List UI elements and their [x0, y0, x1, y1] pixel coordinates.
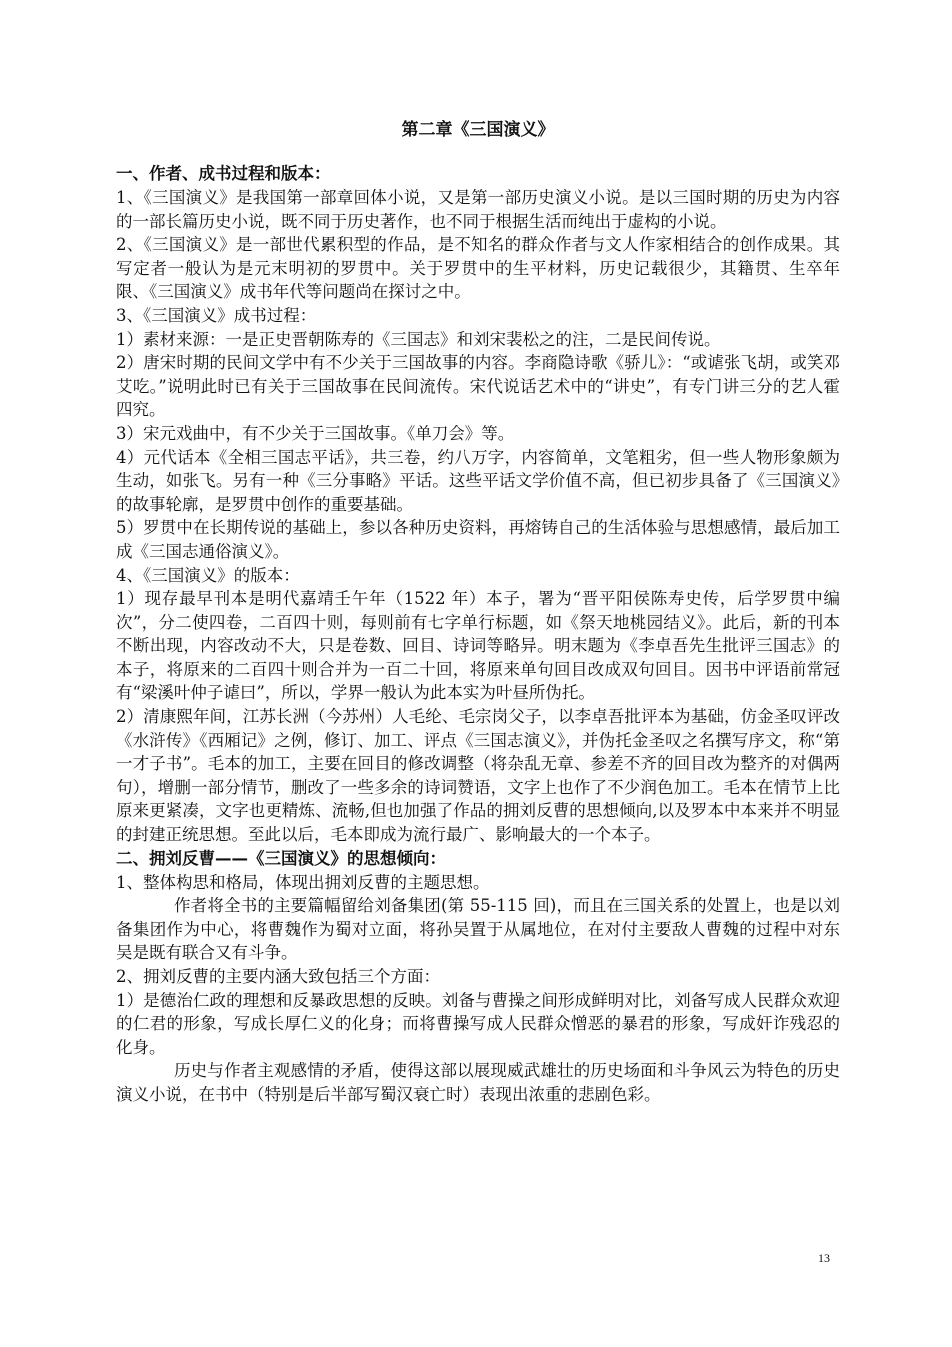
paragraph: 1、《三国演义》是我国第一部章回体小说，又是第一部历史演义小说。是以三国时期的历史为内容的一部长篇历史小说，既不同于历史著作，也不同于根据生活而纯出于虚构的小说。	[116, 188, 840, 231]
paragraph: 2、拥刘反曹的主要内涵大致包括三个方面：	[116, 967, 440, 986]
chapter-title: 第二章《三国演义》	[401, 120, 555, 140]
paragraph: 1）现存最早刊本是明代嘉靖壬午年（1522 年）本子，署为“晋平阳侯陈寿史传，后学罗贯中编次”，分二使四卷，二百四十则，每则前有七字单行标题，如《祭天地桃园结义》。此后，新的刊本不断出现，内容改动不大，只是卷数、回目、诗词等略异。明末题为《李卓吾先生批评三国志》的本子，将原来的二百四十则合并为一百二十回，将原来单句回目改成双句回目。因书中评语前常冠有“梁溪叶仲子谑曰”，所以，学界一般认为此本实为叶昼所伪托。	[116, 589, 840, 703]
page-content	[116, 118, 840, 1107]
paragraph: 作者将全书的主要篇幅留给刘备集团(第 55-115 回)，而且在三国关系的处置上，也是以刘备集团作为中心，将曹魏作为蜀对立面，将孙吴置于从属地位，在对付主要敌人曹魏的过程中对东吴是既有联合又有斗争。	[116, 896, 840, 963]
paragraph: 4、《三国演义》的版本：	[116, 565, 300, 585]
paragraph: 2）清康熙年间，江苏长洲（今苏州）人毛纶、毛宗岗父子，以李卓吾批评本为基础，仿金圣叹评改《水浒传》《西厢记》之例，修订、加工、评点《三国志演义》，并伪托金圣叹之名撰写序文，称“第一才子书”。毛本的加工，主要在回目的修改调整（将杂乱无章、参差不齐的回目改为整齐的对偶两句），增删一部分情节，删改了一些多余的诗词赞语，文字上也作了不少润色加工。毛本在情节上比原来更紧凑，文字也更精炼、流畅,但也加强了作品的拥刘反曹的思想倾向,以及罗本中本来并不明显的封建正统思想。至此以后，毛本即成为流行最广、影响最大的一个本子。	[116, 707, 840, 845]
section-heading-1: 一、作者、成书过程和版本：	[116, 164, 331, 183]
paragraph: 1）素材来源：一是正史晋朝陈寿的《三国志》和刘宋裴松之的注，二是民间传说。	[116, 329, 721, 349]
paragraph: 2、《三国演义》是一部世代累积型的作品，是不知名的群众作者与文人作家相结合的创作成果。其写定者一般认为是元末明初的罗贯中。关于罗贯中的生平材料，历史记载很少，其籍贯、生卒年限、《三国演义》成书年代等问题尚在探讨之中。	[116, 235, 840, 302]
paragraph: 1、整体构思和格局，体现出拥刘反曹的主题思想。	[116, 872, 490, 892]
paragraph: 5）罗贯中在长期传说的基础上，参以各种历史资料，再熔铸自己的生活体验与思想感情，最后加工成《三国志通俗演义》。	[116, 518, 840, 561]
page-number: 13	[818, 1251, 830, 1265]
paragraph: 1）是德治仁政的理想和反暴政思想的反映。刘备与曹操之间形成鲜明对比，刘备写成人民群众欢迎的仁君的形象，写成长厚仁义的化身；而将曹操写成人民群众憎恶的暴君的形象，写成奸诈残忍的化身。	[116, 990, 840, 1057]
paragraph: 历史与作者主观感情的矛盾，使得这部以展现威武雄壮的历史场面和斗争风云为特色的历史演义小说，在书中（特别是后半部写蜀汉衰亡时）表现出浓重的悲剧色彩。	[116, 1061, 840, 1104]
paragraph: 3、《三国演义》成书过程：	[116, 305, 317, 325]
paragraph: 2）唐宋时期的民间文学中有不少关于三国故事的内容。李商隐诗歌《骄儿》：“或谑张飞胡，或笑邓艾吃。”说明此时已有关于三国故事在民间流传。宋代说话艺术中的“讲史”，有专门讲三分的艺人霍四究。	[116, 353, 840, 420]
paragraph: 3）宋元戏曲中，有不少关于三国故事。《单刀会》等。	[116, 423, 515, 443]
paragraph: 4）元代话本《全相三国志平话》，共三卷，约八万字，内容简单，文笔粗劣，但一些人物形象颇为生动，如张飞。另有一种《三分事略》平话。这些平话文学价值不高，但已初步具备了《三国演义》的故事轮廓，是罗贯中创作的重要基础。	[116, 447, 840, 514]
section-heading-2: 二、拥刘反曹——《三国演义》的思想倾向：	[116, 848, 446, 868]
